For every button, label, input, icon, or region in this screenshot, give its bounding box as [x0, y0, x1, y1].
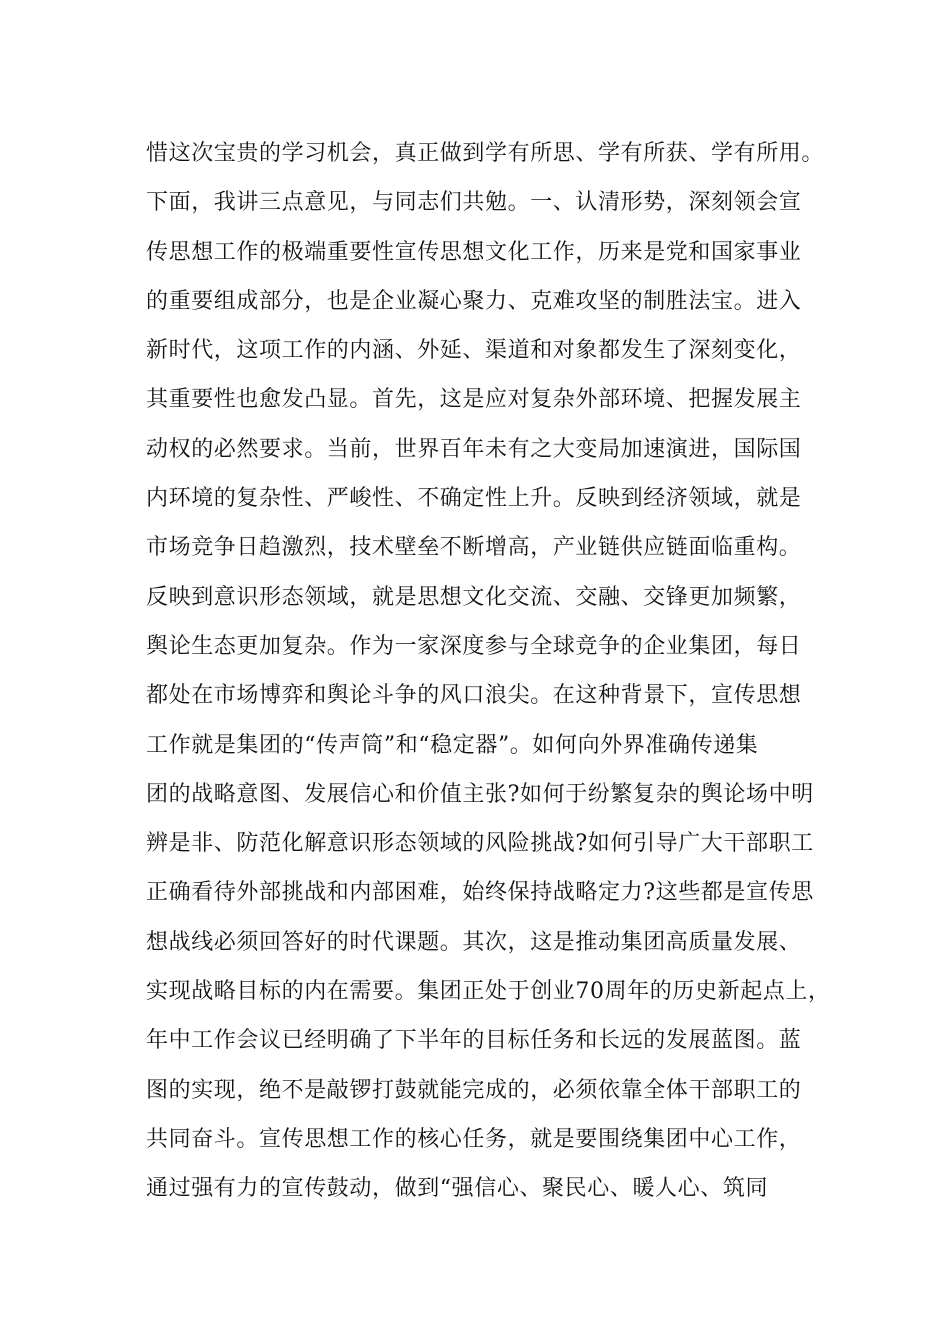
text-line: 其重要性也愈发凸显。首先，这是应对复杂外部环境、把握发展主	[146, 387, 802, 413]
text-line: 想战线必须回答好的时代课题。其次，这是推动集团高质量发展、	[146, 929, 802, 955]
text-line: 新时代，这项工作的内涵、外延、渠道和对象都发生了深刻变化，	[146, 338, 802, 364]
text-line: 市场竞争日趋激烈，技术壁垒不断增高，产业链供应链面临重构。	[146, 535, 802, 561]
text-line: 舆论生态更加复杂。作为一家深度参与全球竞争的企业集团，每日	[146, 633, 802, 659]
text-line: 惜这次宝贵的学习机会，真正做到学有所思、学有所获、学有所用。	[146, 141, 825, 166]
text-line: 图的实现，绝不是敲锣打鼓就能完成的，必须依靠全体干部职工的	[146, 1077, 802, 1103]
body-text	[146, 129, 846, 1214]
text-line: 传思想工作的极端重要性宣传思想文化工作，历来是党和国家事业	[146, 239, 802, 265]
text-line: 通过强有力的宣传鼓动，做到“强信心、聚民心、暖人心、筑同	[146, 1176, 769, 1202]
text-line: 年中工作会议已经明确了下半年的目标任务和长远的发展蓝图。蓝	[146, 1028, 802, 1054]
text-line: 辨是非、防范化解意识形态领域的风险挑战?如何引导广大干部职工	[146, 831, 814, 857]
text-line: 共同奋斗。宣传思想工作的核心任务，就是要围绕集团中心工作，	[146, 1126, 802, 1152]
text-line: 实现战略目标的内在需要。集团正处于创业70周年的历史新起点上，	[146, 979, 831, 1005]
text-line: 反映到意识形态领域，就是思想文化交流、交融、交锋更加频繁，	[146, 584, 802, 610]
text-line: 工作就是集团的“传声筒”和“稳定器”。如何向外界准确传递集	[146, 732, 759, 758]
text-line: 下面，我讲三点意见，与同志们共勉。一、认清形势，深刻领会宣	[146, 190, 802, 216]
text-line: 的重要组成部分，也是企业凝心聚力、克难攻坚的制胜法宝。进入	[146, 288, 802, 314]
text-line: 正确看待外部挑战和内部困难，始终保持战略定力?这些都是宣传思	[146, 880, 814, 906]
text-line: 动权的必然要求。当前，世界百年未有之大变局加速演进，国际国	[146, 436, 802, 462]
text-line: 内环境的复杂性、严峻性、不确定性上升。反映到经济领域，就是	[146, 486, 802, 512]
text-line: 都处在市场博弈和舆论斗争的风口浪尖。在这种背景下，宣传思想	[146, 683, 802, 709]
text-line: 团的战略意图、发展信心和价值主张?如何于纷繁复杂的舆论场中明	[146, 781, 814, 807]
